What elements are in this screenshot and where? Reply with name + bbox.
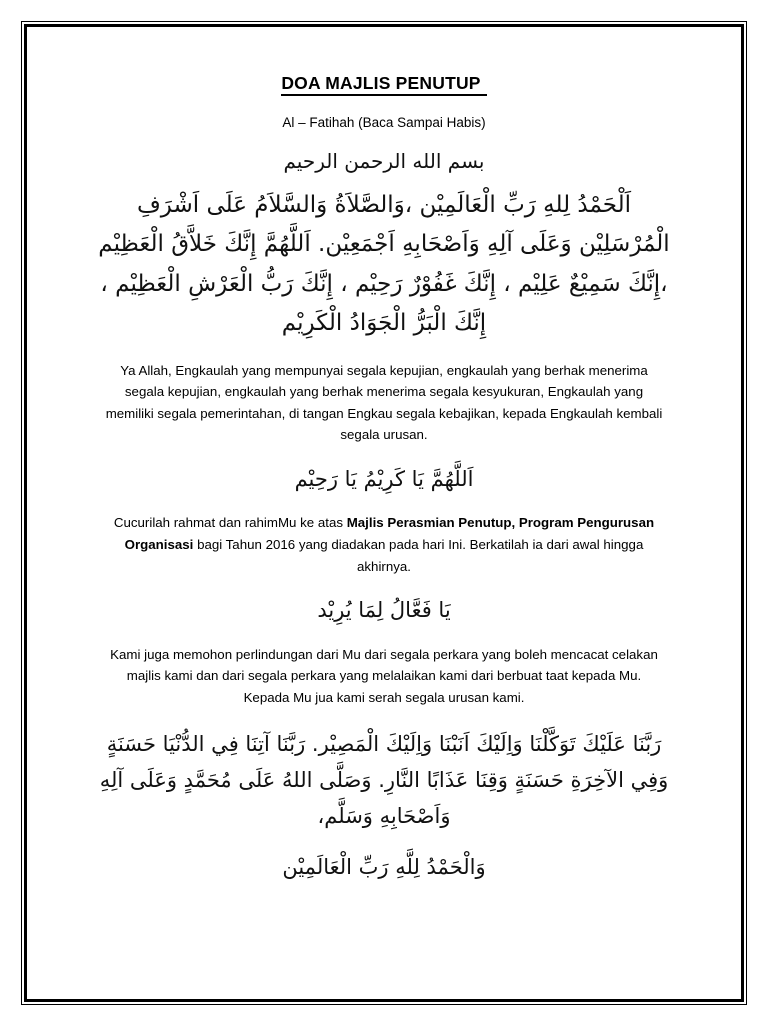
arabic-final-hamdalah: وَالْحَمْدُ لِلَّهِ رَبِّ الْعَالَمِيْن (282, 854, 486, 879)
arabic-basmalah: بسم الله الرحمن الرحيم (283, 148, 485, 173)
page-title-text: DOA MAJLIS PENUTUP (281, 73, 486, 96)
arabic-ya-karim-ya-rahim: اَللَّهُمَّ يَا كَرِيْمُ يَا رَحِيْم (294, 466, 474, 491)
malay-translation-protection: Kami juga memohon perlindungan dari Mu dari segala perkara yang boleh mencacat celakan majlis kami dan dari segala perkara yang melalaikan kami dari berbuat taat kepada Mu. Kepada Mu jua kami serah segala urusan kami. (110, 646, 658, 705)
malay-event-blessing (89, 512, 679, 577)
arabic-opening-praise: اَلْحَمْدُ لِلهِ رَبِّ الْعَالَمِيْن ،وَالصَّلاَةُ وَالسَّلاَمُ عَلَى اَشْرَفِ الْمُرْسَلِيْن وَعَلَى آلِهِ وَاَصْحَابِهِ اَجْمَعِيْن. اَللَّهُمَّ إِنَّكَ خَلاَّقُ الْعَظِيْم ،إِنَّكَ سَمِيْعٌ عَلِيْم ، إِنَّكَ غَفُوْرٌ رَحِيْم ، إِنَّكَ رَبُّ الْعَرْشِ الْعَظِيْم ، إِنَّكَ الْبَرُّ الْجَوَادُ الْكَرِيْم (98, 191, 670, 337)
event-blessing-prefix: Cucurilah rahmat dan rahimMu ke atas (113, 515, 347, 531)
page-border-inner (24, 24, 744, 1002)
page-title (89, 73, 679, 94)
document-subtitle: Al – Fatihah (Baca Sampai Habis) (282, 115, 486, 130)
event-name: Majlis Perasmian Penutup, Program Pengurusan Organisasi (124, 515, 655, 552)
event-blessing-suffix: bagi Tahun 2016 yang diadakan pada hari Ini. Berkatilah ia dari awal hingga akhirnya. (193, 536, 644, 574)
arabic-closing-supplication: رَبَّنَا عَلَيْكَ تَوَكَّلْنَا وَاِلَيْكَ اَنَبْنَا وَاِلَيْكَ الْمَصِيْر. رَبَّنَا آتِنَا فِي الدُّنْيَا حَسَنَةٍ وَفِي الآخِرَةِ حَسَنَةٍ وَقِنَا عَذَابًا النَّارِ. وَصَلَّى اللهُ عَلَى مُحَمَّدٍ وَعَلَى آلِهِ وَاَصْحَابِهِ وَسَلَّم، (99, 732, 669, 829)
arabic-ya-faal-lima-yurid: يَا فَعَّالُ لِمَا يُرِيْد (317, 598, 451, 623)
document-content (27, 27, 741, 884)
malay-translation-praise: Ya Allah, Engkaulah yang mempunyai segala kepujian, engkaulah yang berhak menerima segala kepujian, engkaulah yang berhak menerima segala kesyukuran, Engkaulah yang memiliki segala pemerintahan, di tangan Engkau segala kebajikan, kepada Engkaulah kembali segala urusan. (105, 362, 663, 443)
page-border-outer (21, 21, 747, 1005)
